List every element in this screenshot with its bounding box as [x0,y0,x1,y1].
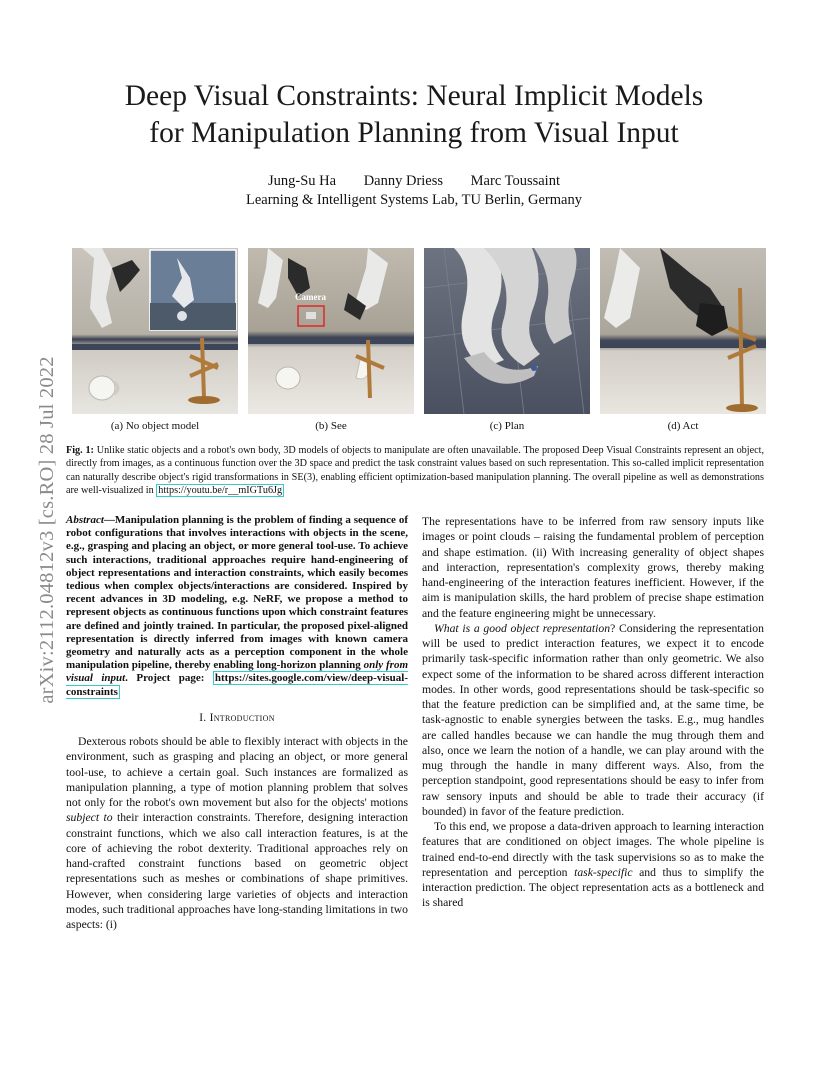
affiliation: Learning & Intelligent Systems Lab, TU Berlin, Germany [246,192,582,208]
figure-caption [66,444,764,498]
abstract [66,514,408,699]
planning-visualization-image [424,248,590,414]
right-column [422,514,764,911]
arxiv-stamp: arXiv:2112.04812v3 [cs.RO] 28 Jul 2022 [36,356,58,704]
figure-panel-see [248,248,414,414]
paragraph [422,819,764,911]
author-list [60,172,768,191]
paragraph-text: and thus to simplify the interaction prediction. The object representation acts as a bottleneck and is shared [422,865,765,910]
intro-paragraph [66,734,408,932]
left-column [66,514,408,932]
robot-scene-image [248,248,414,414]
robot-scene-image [600,248,766,414]
figure-panel-act [600,248,766,414]
emphasis-text: What is a good object representation [434,621,611,635]
title-line-2: for Manipulation Planning from Visual Input [149,117,679,149]
subfigure-caption-c: (c) Plan [489,420,525,432]
robot-scene-image [72,248,238,414]
camera-label: Camera [295,292,326,302]
author-name: Danny Driess [363,173,444,189]
paragraph [422,621,764,819]
subfigure-caption-d: (d) Act [667,420,699,432]
abstract-text: —Manipulation planning is the problem of finding a sequence of robot configurations that involves interactions with objects in the scene, e.g., grasping and placing an object, or more general tool-use. To achieve such interactions, traditional approaches require hand-engineering of object representations and interaction constraints, which easily becomes tedious when complex objects/interactions are considered. Inspired by recent advances in 3D modeling, e.g. NeRF, we propose a method to represent objects as continuous functions upon which constraint features are defined and jointly trained. In particular, the proposed pixel-aligned representation is directly inferred from images with known camera geometry and naturally acts as a perception component in the whole manipulation pipeline, thereby enabling long-horizon planning [66,514,408,672]
paper-title [60,78,768,152]
author-name: Jung-Su Ha [267,173,337,189]
author-name: Marc Toussaint [470,173,560,189]
abstract-text-2: . Project page: [125,672,205,685]
figure-panel-plan [424,248,590,414]
title-line-1: Deep Visual Constraints: Neural Implicit Models [124,80,704,112]
figure-panel-no-object-model [72,248,238,414]
emphasis-text: subject to [66,811,113,825]
figure-caption-label: Fig. 1: [66,445,94,456]
paragraph-text: ? Considering the representation will be used to predict interaction features, we expect it to encode primarily task-specific information rather than only geometric. We also expect some of the information to be shared across different interaction modes. In other words, good representations should be task-specific so that the feature prediction can be simplified and, at the same time, be task-agnostic to enable synergies between the tasks. E.g., mug handles are called handles because we can handle the mug through them and also, once we learn the notion of a handle, we can play around with the mug through the handle in many different ways. Also, from the perception standpoint, good representations should be easy to infer from raw sensory inputs and should be able to trade their accuracy (if bounded) in favor of the feature prediction. [422,621,764,818]
paragraph: The representations have to be inferred from raw sensory inputs like images or point clouds – raising the fundamental problem of perception and shape estimation. (ii) With increasing generality of object shapes and interaction, representation's complexity grows, thereby making hand-engineering of the interaction features inefficient. However, if the aim is manipulation skills, the hard problem of precise shape estimation and the feature engineering might be unnecessary. [422,515,764,620]
paragraph-text: their interaction constraints. Therefore, designing interaction constraint functions, which we also call interaction features, is at the core of achieving the robot dexterity. Traditional approaches rely on hand-crafted constraint functions based on geometric object representations such as meshes or combinations of shape primitives. However, when considering large varieties of objects and interaction modes, such traditional approaches have long-standing limitations in two aspects: (i) [66,811,409,932]
emphasis-text: task-specific [574,865,633,879]
video-link[interactable]: https://youtu.be/r__mIGTu6Jg [158,485,283,497]
abstract-emphasis: only from visual input [66,659,409,685]
paragraph-text: To this end, we propose a data-driven approach to learning interaction features that are conditioned on object images. The whole pipeline is trained end-to-end directly with the task supervisions so as to make the representation and perception [422,820,764,879]
figure-caption-text: Unlike static objects and a robot's own body, 3D models of objects to manipulate are often unavailable. The proposed Deep Visual Constraints represent an object, directly from images, as a continuous function over the 3D space and predict the task constraint values based on such representation. This so-called implicit representation can naturally describe object's rigid transformations in SE(3), enabling efficient optimization-based manipulation planning. The overall pipeline as well as demonstrations are well-visualized in [66,445,765,497]
section-numeral: I. [199,711,207,724]
abstract-label: Abstract [66,514,104,526]
paragraph-text: Dexterous robots should be able to flexibly interact with objects in the environment, such as grasping and placing an object, or more general tool-use, to achieve a certain goal. Such instances are formalized as manipulation planning, a type of motion planning problem that solves not only for the robot's own movement but also for the objects' motions [66,735,408,810]
section-title: Introduction [209,711,275,724]
section-heading [66,711,408,726]
subfigure-caption-b: (b) See [315,420,347,432]
project-page-link[interactable]: https://sites.google.com/view/deep-visual-constraints [66,672,408,698]
subfigure-caption-a: (a) No object model [110,420,200,432]
